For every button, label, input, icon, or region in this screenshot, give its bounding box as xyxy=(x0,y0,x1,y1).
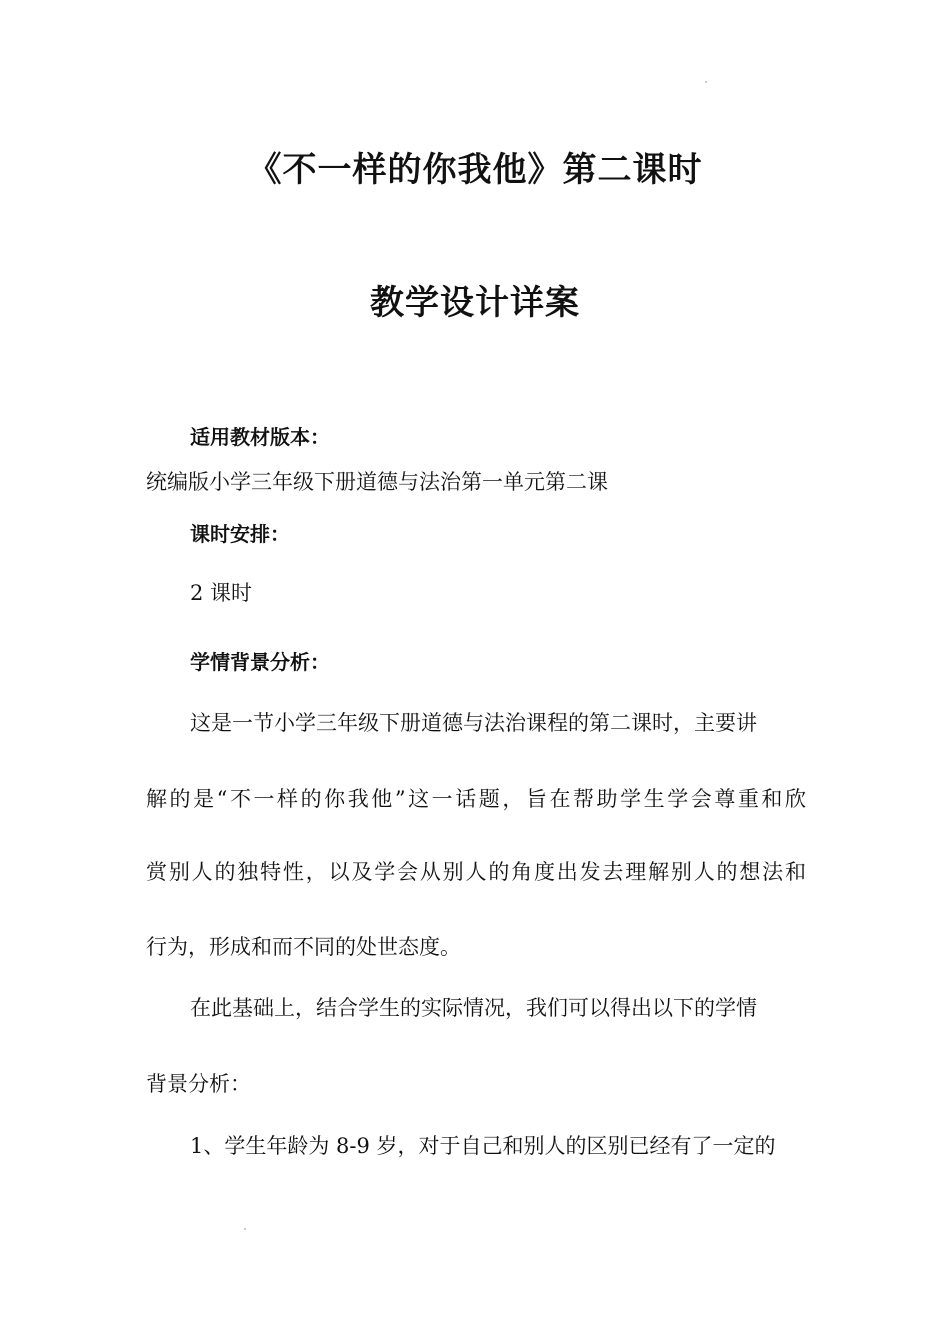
paragraph-3-line-1: 1、学生年龄为 8-9 岁，对于自己和别人的区别已经有了一定的 xyxy=(190,1134,776,1158)
document-subtitle: 教学设计详案 xyxy=(370,283,580,323)
paragraph-1-line-3: 赏别人的独特性，以及学会从别人的角度出发去理解别人的想法和 xyxy=(146,860,806,884)
textbook-version-value: 统编版小学三年级下册道德与法治第一单元第二课 xyxy=(146,470,608,494)
textbook-version-heading: 适用教材版本： xyxy=(190,425,330,449)
paragraph-1-line-2: 解的是“不一样的你我他”这一话题，旨在帮助学生学会尊重和欣 xyxy=(146,787,806,811)
schedule-heading: 课时安排： xyxy=(190,522,290,546)
paragraph-1-line-1: 这是一节小学三年级下册道德与法治课程的第二课时，主要讲 xyxy=(190,711,757,735)
document-title: 《不一样的你我他》第二课时 xyxy=(247,150,703,190)
page-corner-mark-bottom xyxy=(244,1228,246,1230)
paragraph-1-line-4: 行为，形成和而不同的处世态度。 xyxy=(146,935,461,959)
paragraph-2-line-1: 在此基础上，结合学生的实际情况，我们可以得出以下的学情 xyxy=(190,996,757,1020)
page-corner-mark-top xyxy=(705,81,707,83)
schedule-value: 2 课时 xyxy=(190,581,253,605)
analysis-heading: 学情背景分析： xyxy=(190,650,330,674)
paragraph-2-line-2: 背景分析： xyxy=(146,1072,251,1096)
